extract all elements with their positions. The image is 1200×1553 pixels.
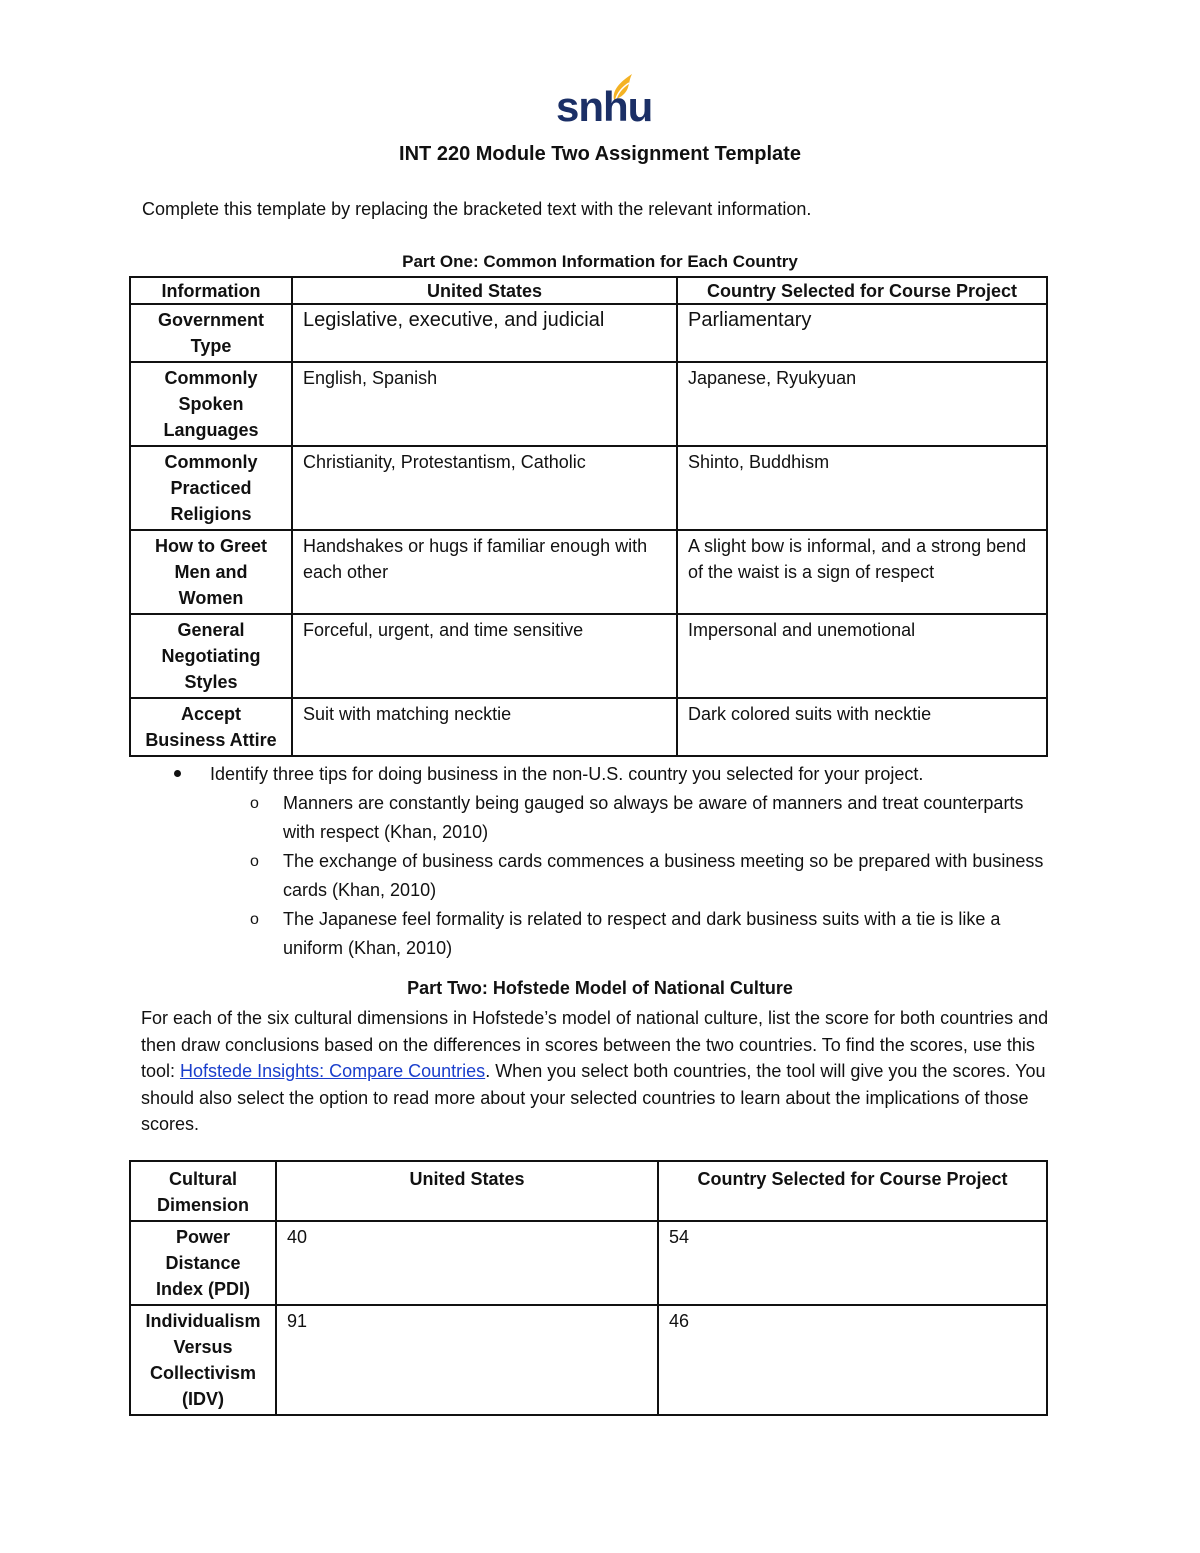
us-cell: Suit with matching necktie: [292, 698, 677, 756]
table-row: [130, 446, 1047, 530]
column-header: Country Selected for Course Project: [677, 277, 1047, 304]
selected-country-cell: Parliamentary: [677, 304, 1047, 362]
row-label: Individualism Versus Collectivism (IDV): [130, 1305, 276, 1415]
table-row: [130, 1221, 1047, 1305]
part-two-heading: Part Two: Hofstede Model of National Culture: [407, 978, 793, 998]
country-info-table: [129, 276, 1048, 757]
column-header: Cultural Dimension: [130, 1161, 276, 1221]
table-row: [130, 362, 1047, 446]
hofstede-compare-link[interactable]: Hofstede Insights: Compare Countries: [180, 1061, 486, 1081]
row-label: How to Greet Men and Women: [130, 530, 292, 614]
row-label: General Negotiating Styles: [130, 614, 292, 698]
table-row: [130, 614, 1047, 698]
selected-country-cell: Impersonal and unemotional: [677, 614, 1047, 698]
table-row: [130, 530, 1047, 614]
bullet-icon: [174, 770, 181, 777]
row-label: Government Type: [130, 304, 292, 362]
row-label: Power Distance Index (PDI): [130, 1221, 276, 1305]
us-cell: Legislative, executive, and judicial: [292, 304, 677, 362]
selected-country-cell: Japanese, Ryukyuan: [677, 362, 1047, 446]
sub-bullet-marker: o: [250, 853, 259, 870]
selected-country-cell: Shinto, Buddhism: [677, 446, 1047, 530]
selected-score-cell: 54: [658, 1221, 1047, 1305]
sub-bullet-marker: o: [250, 911, 259, 928]
row-label: Accept Business Attire: [130, 698, 292, 756]
us-cell: Christianity, Protestantism, Catholic: [292, 446, 677, 530]
us-score-cell: 40: [276, 1221, 658, 1305]
column-header: Country Selected for Course Project: [658, 1161, 1047, 1221]
table-header-row: [130, 277, 1047, 304]
selected-country-cell: A slight bow is informal, and a strong bend of the waist is a sign of respect: [677, 530, 1047, 614]
column-header: United States: [292, 277, 677, 304]
list-item: [250, 789, 1050, 847]
snhu-logo: [556, 72, 653, 134]
list-item: [250, 847, 1050, 905]
document-title: INT 220 Module Two Assignment Template: [399, 143, 801, 165]
paragraph-text: For each of the six cultural dimensions in Hofstede’s model of national culture, list the score for both countries and then draw conclusions based on the differences in scores between the two countries. To find the scores, use this tool:: [141, 1008, 1049, 1081]
us-cell: Handshakes or hugs if familiar enough with each other: [292, 530, 677, 614]
tips-prompt: Identify three tips for doing business in the non-U.S. country you selected for your project.: [210, 764, 924, 784]
list-item: [250, 905, 1050, 963]
table-row: [130, 1305, 1047, 1415]
column-header: United States: [276, 1161, 658, 1221]
table-row: [130, 698, 1047, 756]
table-header-row: [130, 1161, 1047, 1221]
tips-list: [170, 760, 1070, 963]
instructions: Complete this template by replacing the bracketed text with the relevant information.: [142, 199, 812, 219]
tip-text: The Japanese feel formality is related to respect and dark business suits with a tie is like a uniform (Khan, 2010): [283, 909, 1001, 958]
sub-bullet-marker: o: [250, 795, 259, 812]
row-label: Commonly Practiced Religions: [130, 446, 292, 530]
table-row: [130, 304, 1047, 362]
tip-text: Manners are constantly being gauged so always be aware of manners and treat counterparts with respect (Khan, 2010): [283, 793, 1024, 842]
us-cell: English, Spanish: [292, 362, 677, 446]
row-label: Commonly Spoken Languages: [130, 362, 292, 446]
selected-score-cell: 46: [658, 1305, 1047, 1415]
part-one-heading: Part One: Common Information for Each Country: [402, 252, 798, 271]
logo-wordmark: snhu: [556, 83, 653, 130]
list-item: [170, 760, 1070, 789]
paragraph-text: . When you select both countries, the tool will give you the scores. You should also select the option to read more about your selected countries to learn about the implications of those scores.: [141, 1061, 1046, 1134]
selected-country-cell: Dark colored suits with necktie: [677, 698, 1047, 756]
hofstede-table: [129, 1160, 1048, 1416]
column-header: Information: [130, 277, 292, 304]
us-score-cell: 91: [276, 1305, 658, 1415]
tip-text: The exchange of business cards commences a business meeting so be prepared with business cards (Khan, 2010): [283, 851, 1044, 900]
part-two-paragraph: [141, 1005, 1071, 1138]
us-cell: Forceful, urgent, and time sensitive: [292, 614, 677, 698]
